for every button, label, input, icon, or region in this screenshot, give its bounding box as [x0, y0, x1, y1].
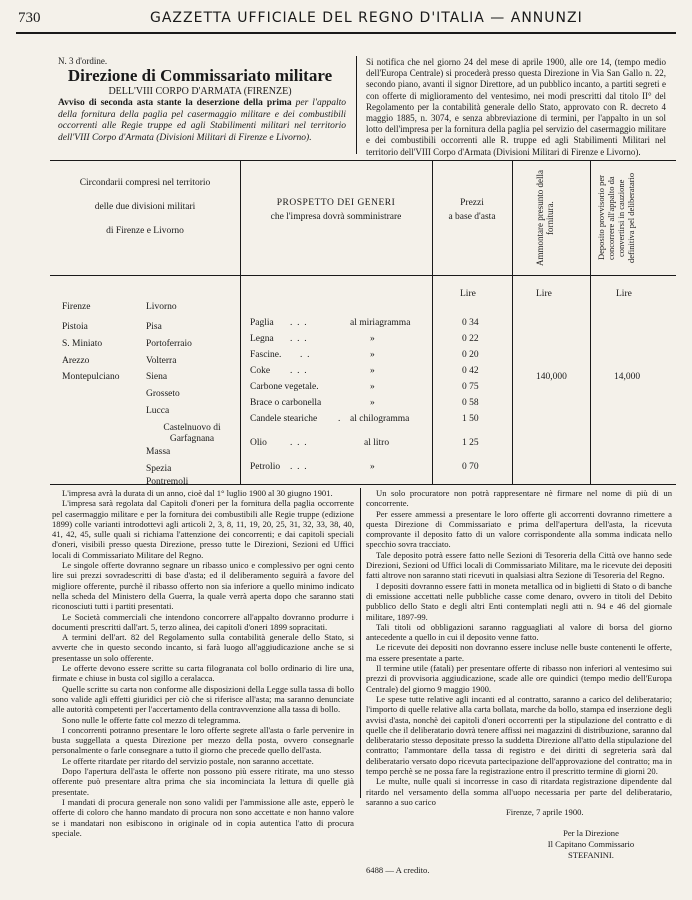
table-col-divider-4 [590, 160, 591, 484]
circondario: Livorno [146, 302, 177, 312]
body-paragraph: A termini dell'art. 82 del Regolamento sulla contabilità generale dello Stato, si avverte che in questo secondo incanto, si farà luogo all'aggiudicazione anche se si presentasse un solo offerente. [52, 632, 354, 663]
genere-price: 0 58 [462, 398, 479, 408]
genere-price: 0 20 [462, 350, 479, 360]
genere-dots: . . . [290, 462, 307, 472]
genere-price: 0 42 [462, 366, 479, 376]
genere-price: 0 22 [462, 334, 479, 344]
body-paragraph: Le offerte ritardate per ritardo del servizio postale, non saranno accettate. [62, 755, 314, 766]
body-paragraph: Quelle scritte su carta non conforme alle disposizioni della Legge sulla tassa di bollo sono valide agli effetti giuridici per ciò che si riferisce all'asta; ma saranno denunciate alle autorità competenti per l'accertamento della contravvenzione alla tassa di bollo. [52, 683, 354, 715]
body-right-column [366, 488, 672, 875]
genere-price: 1 25 [462, 438, 479, 448]
head-prezzi-line-1: Prezzi [460, 198, 484, 208]
head-prospetto-line-2: che l'impresa dovrà somministrare [270, 212, 402, 222]
genere-name: Carbone vegetale. [250, 382, 319, 392]
body-paragraph: Tale deposito potrà essere fatto nelle Sezioni di Tesoreria della Città ove hanno sede Direzioni, Sezioni od Uffici locali di Commissariato Militare, ma le ricevute dei depositi fatti altrove non saranno stati ricevuti in qualsiasi altra Sezione di Tesoreria del Regno. [366, 549, 672, 581]
signature-line: STEFANINI. [568, 849, 614, 860]
notice-right-text: Si notifica che nel giorno 24 del mese di aprile 1900, alle ore 14, (tempo medio dell'Europa Centrale) si procederà presso questa Direzione in Via San Gallo n. 22, secondo piano, avanti il signor Direttore, ad un pubblico incanto, a partiti segreti e con offerte di miglioramento del ventesimo, nei modi prescritti dal titolo II° del Regolamento per la contabilità generale dello Stato, approvato con R. decreto 4 maggio 1885, n. 3074, e senza abbreviazione di termini, per l'appalto in un sol lotto dell'impresa per la fornitura della paglia pel servizio del casermaggio militare e dei combustibili occorrenti alle R. truppe ed agli Stabilimenti Militari nel territorio dell'VIII Corpo d'Armata (Divisioni Militari di Firenze e Livorno). [366, 57, 666, 157]
body-paragraph: Dopo l'apertura dell'asta le offerte non possono più essere ritirate, ma uno stesso offerente può presentare altra prima che sia incominciata la lettura di quelle già presentate. [52, 766, 354, 797]
genere-dots: . . . [290, 318, 307, 328]
body-paragraph: L'impresa sarà regolata dal Capitoli d'oneri per la fornitura della paglia occorrente pel casermaggio militare e per la fornitura dei combustibili alle Regie truppe (edizione 1899) colle varianti introdottevi agli articoli 2, 3, 8, 11, 19, 20, 25, 31, 32, 33, 38, 40, 41, 42, 45, sulle quali si richiama l'attenzione dei concorrenti; e dai capitoli speciali d'oneri, visibili presso questa Direzione, presso tutte le Direzioni, Sezioni ed Uffici locali di Commissariato Militare del Regno. [52, 498, 354, 560]
circondario: Pontremoli [146, 477, 189, 487]
genere-name: Candele steariche [250, 414, 318, 424]
body-paragraph: Sono nulle le offerte fatte col mezzo di telegramma. [62, 714, 241, 725]
body-paragraph: I depositi dovranno essere fatti in moneta metallica od in biglietti di Stato o di banche di emissione accettati nelle pubbliche casse come denaro, ovvero in titoli del Debito pubblico dello Stato e degli altri Enti contemplati negli atti n. 94 e 46 del giornale militare, 1897-99. [366, 580, 672, 622]
genere-name: Paglia [250, 318, 274, 328]
table-top-rule [50, 160, 676, 161]
circondario: Siena [146, 372, 168, 382]
date-line: Firenze, 7 aprile 1900. [506, 807, 584, 818]
body-divider [360, 488, 361, 798]
signature-line: Il Capitano Commissario [547, 838, 635, 849]
head-circondari-line-2: delle due divisioni militari [94, 202, 196, 212]
head-ammontare: Ammontare presunto della fornitura. [535, 170, 555, 266]
table-col-divider-3 [512, 160, 513, 484]
ammontare-value: 140,000 [536, 372, 567, 382]
circondario: S. Miniato [62, 339, 103, 349]
head-prospetto [240, 196, 432, 224]
circondario: Portoferraio [146, 339, 192, 349]
head-prospetto-line-1: PROSPETTO DEI GENERI [276, 198, 396, 208]
page-number: 730 [18, 10, 41, 26]
body-paragraph: Le offerte devono essere scritte su carta filogranata col bollo ordinario di lire una, firmate e chiuse in busta col sigillo a ceralacca. [52, 663, 354, 684]
top-divider [356, 56, 357, 154]
circondario: Firenze [62, 302, 91, 312]
notice-title: Direzione di Commissariato militare [67, 66, 333, 85]
genere-dots: . . [300, 350, 310, 360]
notice-subtitle: DELL'VIII CORPO D'ARMATA (FIRENZE) [108, 86, 292, 97]
genere-dots: . . . [290, 334, 307, 344]
avviso-text [58, 98, 346, 144]
genere-dots: . [338, 414, 341, 424]
circondario: Arezzo [62, 356, 90, 366]
body-paragraph: Un solo procuratore non potrà rappresentare nè firmare nel nome di più di un concorrente. [366, 488, 672, 509]
body-paragraph: Tali titoli od obbligazioni saranno ragguagliati al valore di borsa del giorno antecedente a quello in cui il deposito venne fatto. [366, 621, 672, 643]
head-circondari-line-3: di Firenze e Livorno [106, 226, 184, 236]
body-paragraph: I concorrenti potranno presentare le loro offerte segrete all'asta o farle pervenire in busta suggellata a questa Direzione per mezzo della posta, ovvero consegnarle personalmente o farle consegnare a tutto il giorno che precede quello dell'asta. [52, 724, 354, 756]
genere-unit: al litro [364, 438, 390, 448]
circondario: Pisa [146, 322, 162, 332]
genere-price: 0 34 [462, 318, 479, 328]
body-paragraph: Le singole offerte dovranno segnare un ribasso unico e complessivo per ogni cento lire sui prezzi sovradescritti di base d'asta; ed il deliberamento seguirà a favore del migliore offerente, purchè il ribasso offerto non sia inferiore a quello minimo indicato nella scheda del Ministero della Guerra, la quale verrà aperta dopo che saranno stati riconosciuti tutti i partiti presentati. [52, 560, 354, 612]
genere-name: Legna [250, 334, 274, 344]
deposito-value: 14,000 [614, 372, 641, 382]
genere-dots: . . . [290, 366, 307, 376]
body-paragraph: Le Società commerciali che intendono concorrere all'appalto dovranno produrre i documenti prescritti dall'art. 5, terzo alinea, dei capitoli d'oneri 1899 sopracitati. [52, 611, 354, 632]
genere-name: Olio [250, 438, 267, 448]
body-paragraph: I mandati di procura generale non sono validi per l'ammissione alle aste, epperò le offerte di coloro che hanno mandato di procura non sono accettate e non hanno valore se i mandatari non esibiscono in originale od in copia autentica l'atto di procura speciale. [52, 796, 354, 838]
body-paragraph: Le multe, nulle quali si incorresse in caso di ritardata registrazione dipendente dal ritardo nel versamento della somma all'uopo necessaria per parte del deliberatario, saranno a suo carico [366, 776, 672, 807]
body-paragraph: Per essere ammessi a presentare le loro offerte gli accorrenti dovranno rimettere a questa Direzione di Commissariato e prima dell'apertura dell'asta, la ricevuta comprovante il deposito fatto di un valore corrispondente alla somma indicata nello specchio sovra tracciato. [366, 508, 672, 550]
body-left-column [52, 488, 354, 838]
avviso-body: per l'appalto della fornitura della paglia pel casermaggio militare e dei combustibili occorrenti alle Regie truppe ed agli Stabilimenti militari nel territorio dell'VIII Corpo d'Armata (Divisioni Militari di Firenze e Livorno). [58, 98, 346, 143]
genere-price: 1 50 [462, 414, 479, 424]
unit-lire-prezzi: Lire [460, 289, 476, 299]
avviso-bold: Avviso di seconda asta stante la deserzione della prima [58, 98, 292, 108]
genere-price: 0 75 [462, 382, 479, 392]
header-rule [16, 32, 676, 34]
genere-price: 0 70 [462, 462, 479, 472]
table-head-rule [50, 275, 676, 276]
genere-unit: » [370, 366, 375, 376]
circondario: Grosseto [146, 389, 180, 399]
genere-unit: » [370, 398, 375, 408]
genere-unit: » [370, 350, 375, 360]
circondario: Volterra [146, 356, 177, 366]
circondario: Lucca [146, 406, 170, 416]
body-paragraph: Le ricevute dei depositi non dovranno essere incluse nelle buste contenenti le offerte, ma essere presentate a parte. [366, 642, 672, 663]
order-number: N. 3 d'ordine. [58, 56, 108, 66]
head-circondari-line-1: Circondarii compresi nel territorio [79, 178, 211, 188]
table-bottom-rule [50, 484, 676, 485]
genere-name: Petrolio [250, 462, 281, 472]
head-prezzi-line-2: a base d'asta [448, 212, 496, 222]
genere-unit: » [370, 462, 375, 472]
unit-lire-deposito: Lire [616, 289, 632, 299]
head-prezzi [432, 196, 512, 224]
circondario: Spezia [146, 464, 172, 474]
circondario: Pistoia [62, 322, 88, 332]
genere-name: Brace o carbonella [250, 398, 322, 408]
head-circondari [50, 176, 240, 238]
genere-unit: al chilogramma [350, 414, 410, 424]
page-title: GAZZETTA UFFICIALE DEL REGNO D'ITALIA — ANNUNZI [150, 10, 583, 26]
body-paragraph: Le spese tutte relative agli incanti ed al contratto, saranno a carico del deliberatario; l'importo di quelle relative alla carta bollata, marche da bollo, stampa ed inserzione degli avvisi d'asta, nonchè dei capitoli d'oneri occorrenti per la stipulazione del contratto e di quelle che il deliberatario dovrà tenere affissi nei magazzini di distribuzione, saranno dal deliberatario stesso depositate presso la suddetta Direzione all'atto della stipulazione del contratto; l'ammontare della tassa di registro e dei diritti di segreteria sarà dal deliberatario versato dopo ricevuta partecipazione dell'approvazione del contratto; ma in tempo perchè se ne possa fare la registrazione entro il prescritto termine di giorni 20. [366, 693, 672, 777]
head-deposito: Deposito provvisorio per concorrere all'appalto da convertirsi in cauzione definitiva pel deliberatario [596, 172, 636, 264]
genere-name: Fascine. [250, 350, 282, 360]
unit-lire-ammontare: Lire [536, 289, 552, 299]
genere-unit: » [370, 334, 375, 344]
credit-line: 6488 — A credito. [366, 864, 430, 875]
genere-unit: » [370, 382, 375, 392]
genere-dots: . . . [290, 438, 307, 448]
circondario: Castelnuovo di Garfagnana [163, 423, 221, 444]
circondario: Massa [146, 447, 171, 457]
genere-unit: al miriagramma [350, 318, 411, 328]
body-paragraph: Il termine utile (fatali) per presentare offerte di ribasso non inferiori al ventesimo sui prezzi di provvisoria aggiudicazione, scade alle ore quindici (tempo medio dell'Europa Centrale) del giorno 9 maggio 1900. [366, 663, 672, 694]
body-paragraph: L'impresa avrà la durata di un anno, cioè dal 1° luglio 1900 al 30 giugno 1901. [62, 488, 333, 498]
signature-line: Per la Direzione [563, 827, 619, 838]
genere-name: Coke [250, 366, 271, 376]
circondario: Montepulciano [62, 372, 120, 382]
signature-block [516, 828, 666, 861]
